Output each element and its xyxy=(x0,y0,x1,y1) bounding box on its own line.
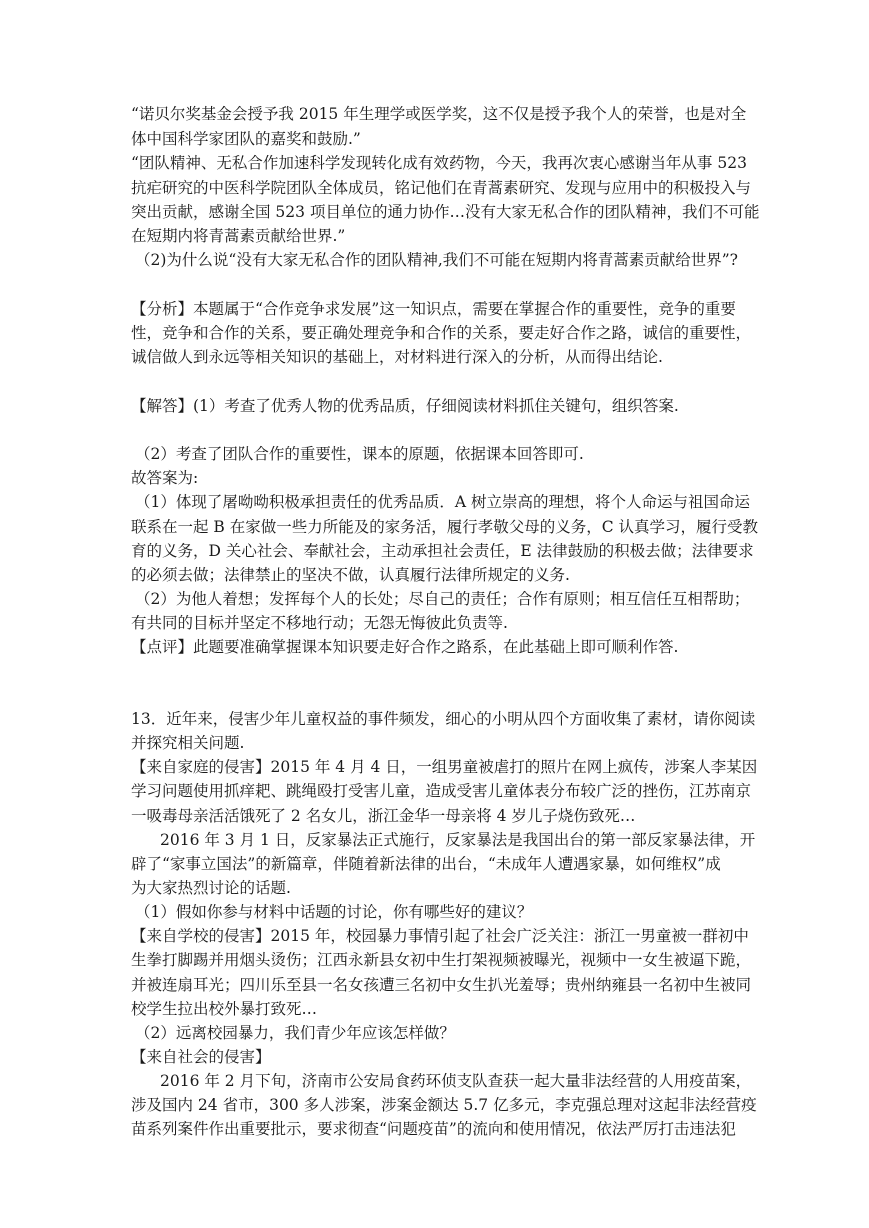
text-line: 故答案为: xyxy=(131,469,199,487)
text-line: 育的义务，D 关心社会、奉献社会，主动承担社会责任，E 法律鼓励的积极去做；法律要求 xyxy=(131,542,754,560)
text-line: （1）体现了屠呦呦积极承担责任的优秀品质．A 树立崇高的理想，将个人命运与祖国命运 xyxy=(135,493,750,511)
analysis-line: 【分析】本题属于“合作竞争求发展”这一知识点，需要在掌握合作的重要性，竞争的重要 xyxy=(131,300,736,318)
answer-line: 【解答】(1）考查了优秀人物的优秀品质，仔细阅读材料抓住关键句，组织答案. xyxy=(131,397,679,415)
text-line: 涉及国内 24 省市，300 多人涉案，涉案金额达 5.7 亿多元，李克强总理对这起非法经营疫 xyxy=(131,1096,757,1114)
text-line: 联系在一起 B 在家做一些力所能及的家务活，履行孝敬父母的义务，C 认真学习，履行受教 xyxy=(131,518,759,536)
text-line: “团队精神、无私合作加速科学发现转化成有效药物，今天，我再次衷心感谢当年从事 523 xyxy=(131,154,747,172)
question-line: （2)为什么说“没有大家无私合作的团队精神,我们不可能在短期内将青蒿素贡献给世界”? xyxy=(135,251,738,269)
text-line: 一吸毒母亲活活饿死了 2 名女儿，浙江金华一母亲将 4 岁儿子烧伤致死… xyxy=(131,807,636,825)
text-line: 性，竞争和合作的关系，要正确处理竞争和合作的关系，要走好合作之路，诚信的重要性， xyxy=(131,324,752,342)
comment-line: 【点评】此题要准确掌握课本知识要走好合作之路系，在此基础上即可顺利作答. xyxy=(131,638,679,656)
text-line: 的必须去做；法律禁止的坚决不做，认真履行法律所规定的义务. xyxy=(131,566,570,584)
text-line: 突出贡献，感谢全国 523 项目单位的通力协作…没有大家无私合作的团队精神，我们不可能 xyxy=(131,203,760,221)
text-line: 校学生拉出校外暴打致死… xyxy=(131,1000,318,1018)
text-line: 并探究相关问题. xyxy=(131,734,245,752)
text-line: 抗疟研究的中医科学院团队全体成员，铭记他们在青蒿素研究、发现与应用中的积极投入与 xyxy=(131,179,752,197)
text-line: （2）为他人着想；发挥每个人的长处；尽自己的责任；合作有原则；相互信任互相帮助； xyxy=(135,590,750,608)
text-line: 并被连扇耳光；四川乐至县一名女孩遭三名初中女生扒光羞辱；贵州纳雍县一名初中生被同 xyxy=(131,976,752,994)
text-line: （2）考查了团队合作的重要性，课本的原题，依据课本回答即可. xyxy=(135,445,584,463)
question-line: （1）假如你参与材料中话题的讨论，你有哪些好的建议？ xyxy=(135,903,533,921)
text-line: 2016 年 2 月下旬，济南市公安局食药环侦支队查获一起大量非法经营的人用疫苗案， xyxy=(160,1072,752,1090)
question-line: （2）远离校园暴力，我们青少年应该怎样做？ xyxy=(135,1024,455,1042)
text-line: 辟了“家事立国法”的新篇章，伴随着新法律的出台，“未成年人遭遇家暴，如何维权”成 xyxy=(131,855,721,873)
text-line: 生拳打脚踢并用烟头烫伤；江西永新县女初中生打架视频被曝光，视频中一女生被逼下跪， xyxy=(131,951,752,969)
text-line: 苗系列案件作出重要批示，要求彻查“问题疫苗”的流向和使用情况，依法严厉打击违法犯 xyxy=(131,1120,736,1138)
text-line: 【来自社会的侵害】 xyxy=(131,1048,271,1066)
text-line: 【来自学校的侵害】2015 年，校园暴力事情引起了社会广泛关注：浙江一男童被一群初中 xyxy=(131,927,749,945)
text-line: 有共同的目标并坚定不移地行动；无怨无悔彼此负责等. xyxy=(131,614,508,632)
text-line: 诚信做人到永远等相关知识的基础上，对材料进行深入的分析，从而得出结论. xyxy=(131,348,663,366)
text-line: 体中国科学家团队的嘉奖和鼓励.” xyxy=(131,130,361,148)
text-line: 为大家热烈讨论的话题. xyxy=(131,879,291,897)
text-line: 【来自家庭的侵害】2015 年 4 月 4 日，一组男童被虐打的照片在网上疯传，涉案人李某因 xyxy=(131,758,758,776)
text-line: 在短期内将青蒿素贡献给世界.” xyxy=(131,227,346,245)
question-13-line: 13．近年来，侵害少年儿童权益的事件频发，细心的小明从四个方面收集了素材，请你阅读 xyxy=(131,710,756,728)
text-line: 2016 年 3 月 1 日，反家暴法正式施行，反家暴法是我国出台的第一部反家暴法律，开 xyxy=(160,831,756,849)
text-line: “诺贝尔奖基金会授予我 2015 年生理学或医学奖，这不仅是授予我个人的荣誉，也是对全 xyxy=(131,105,747,123)
text-line: 学习问题使用抓痒耙、跳绳殴打受害儿童，造成受害儿童体表分布较广泛的挫伤，江苏南京 xyxy=(131,782,752,800)
